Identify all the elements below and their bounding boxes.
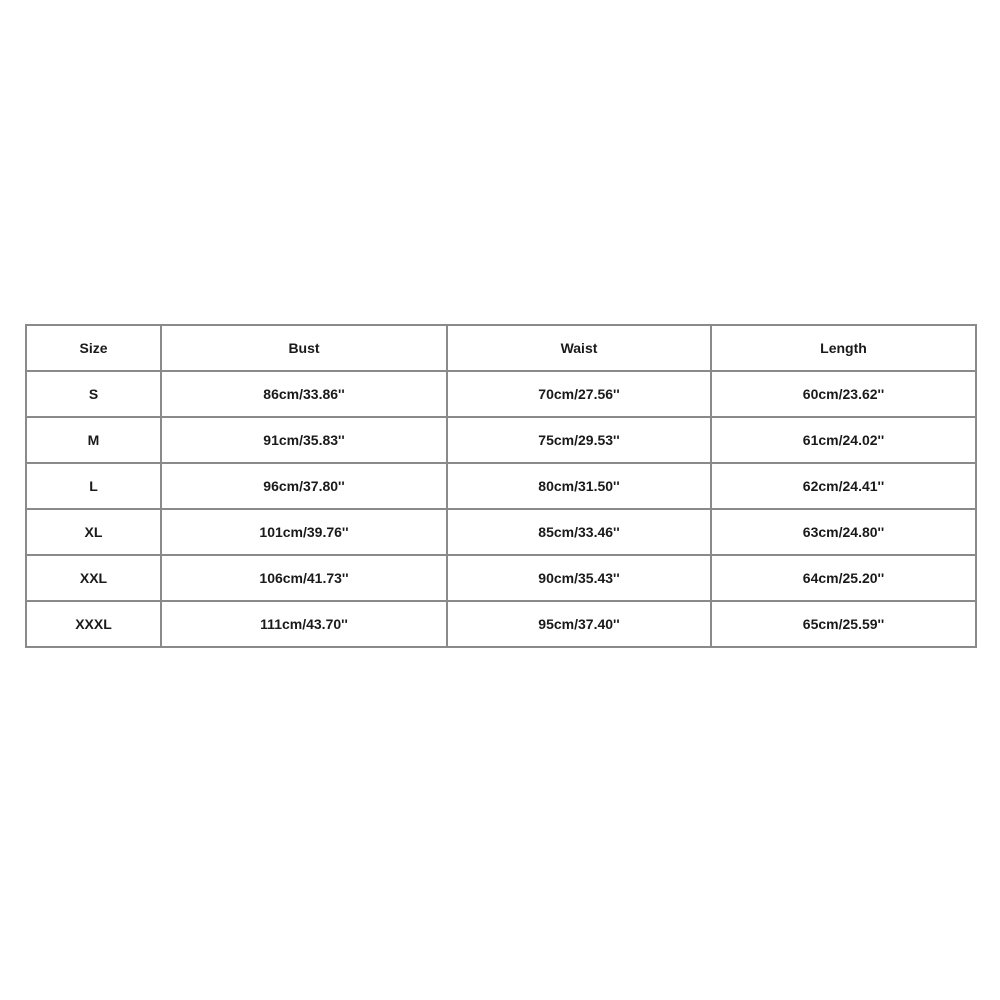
size-cell: XXXL: [26, 601, 161, 647]
bust-cell: 111cm/43.70'': [161, 601, 447, 647]
length-cell: 62cm/24.41'': [711, 463, 976, 509]
bust-cell: 96cm/37.80'': [161, 463, 447, 509]
bust-cell: 86cm/33.86'': [161, 371, 447, 417]
size-cell: XXL: [26, 555, 161, 601]
bust-cell: 101cm/39.76'': [161, 509, 447, 555]
header-row: [26, 325, 976, 371]
waist-cell: 95cm/37.40'': [447, 601, 711, 647]
bust-cell: 91cm/35.83'': [161, 417, 447, 463]
waist-cell: 75cm/29.53'': [447, 417, 711, 463]
size-chart-table: [25, 324, 977, 648]
size-chart-header: [26, 325, 976, 371]
table-row: [26, 463, 976, 509]
waist-cell: 85cm/33.46'': [447, 509, 711, 555]
length-cell: 64cm/25.20'': [711, 555, 976, 601]
header-size: Size: [26, 325, 161, 371]
size-cell: L: [26, 463, 161, 509]
waist-cell: 90cm/35.43'': [447, 555, 711, 601]
length-cell: 60cm/23.62'': [711, 371, 976, 417]
header-bust: Bust: [161, 325, 447, 371]
length-cell: 65cm/25.59'': [711, 601, 976, 647]
table-row: [26, 417, 976, 463]
table-row: [26, 509, 976, 555]
table-row: [26, 371, 976, 417]
waist-cell: 70cm/27.56'': [447, 371, 711, 417]
size-cell: XL: [26, 509, 161, 555]
table-row: [26, 601, 976, 647]
header-waist: Waist: [447, 325, 711, 371]
header-length: Length: [711, 325, 976, 371]
length-cell: 63cm/24.80'': [711, 509, 976, 555]
size-cell: S: [26, 371, 161, 417]
bust-cell: 106cm/41.73'': [161, 555, 447, 601]
size-chart-body: [26, 371, 976, 647]
waist-cell: 80cm/31.50'': [447, 463, 711, 509]
length-cell: 61cm/24.02'': [711, 417, 976, 463]
size-cell: M: [26, 417, 161, 463]
table-row: [26, 555, 976, 601]
